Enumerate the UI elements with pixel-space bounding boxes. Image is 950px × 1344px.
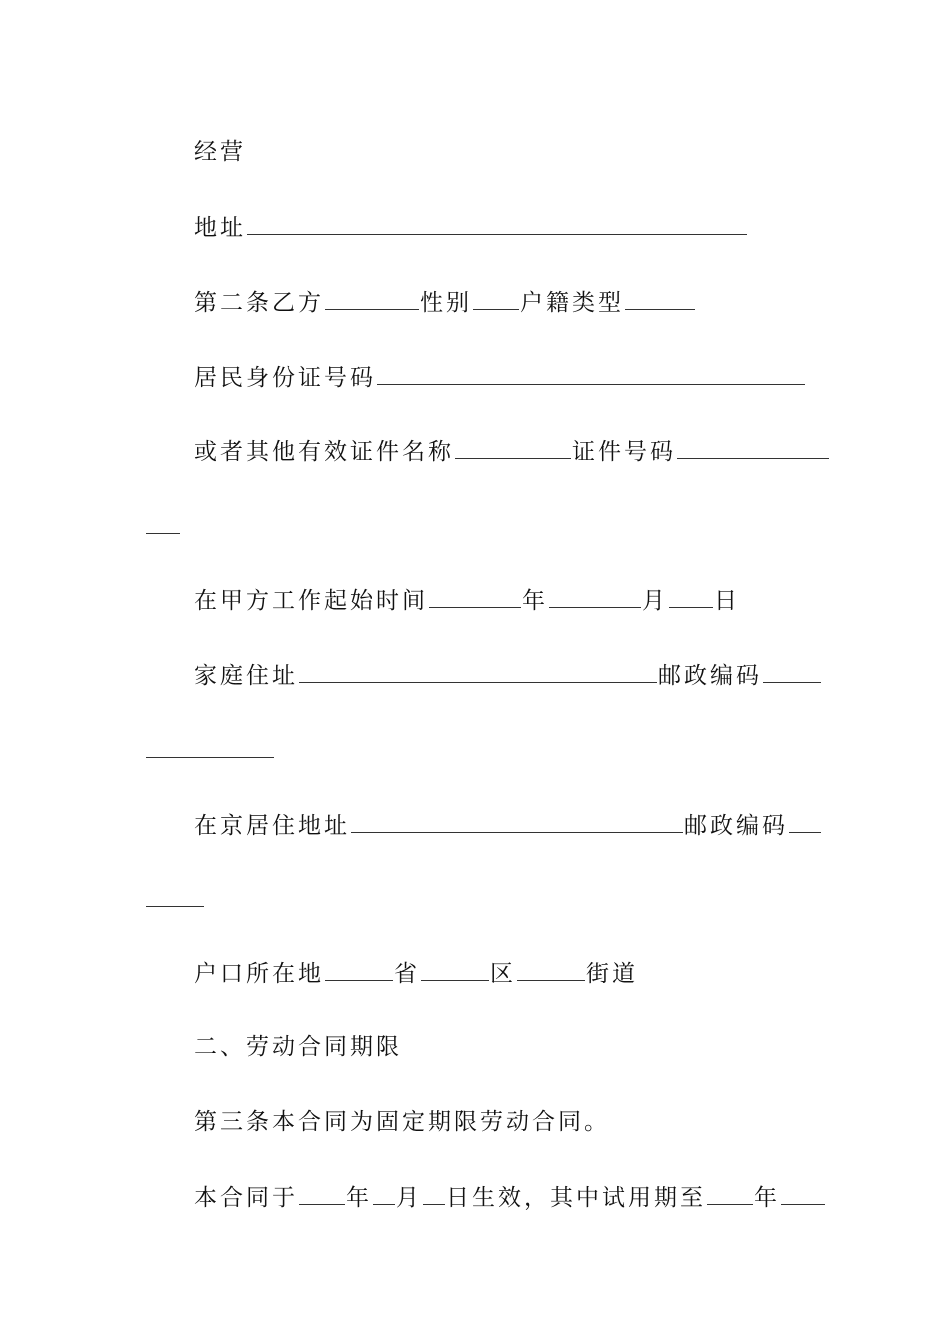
article-3-text: 第三条本合同为固定期限劳动合同。 (194, 1109, 610, 1135)
label-street: 街道 (586, 961, 638, 987)
line-beijing-address (194, 808, 822, 840)
line-other-id-cont (145, 509, 181, 541)
label-district: 区 (490, 961, 516, 987)
label-id-no: 证件号码 (572, 439, 676, 465)
section-heading: 二、劳动合同期限 (194, 1034, 402, 1060)
beijing-postcode-blank[interactable] (789, 808, 821, 833)
beijing-address-blank[interactable] (351, 808, 683, 833)
home-address-blank[interactable] (299, 658, 657, 683)
beijing-postcode-blank-cont[interactable] (146, 882, 204, 907)
label-eff-year: 年 (346, 1185, 372, 1211)
district-blank[interactable] (421, 956, 489, 981)
line-party-b (194, 285, 696, 317)
line-home-postcode-cont (145, 733, 275, 765)
line-operation (194, 136, 246, 168)
label-eff-month: 月 (396, 1185, 422, 1211)
home-postcode-blank[interactable] (763, 658, 821, 683)
probation-month-blank[interactable] (781, 1180, 825, 1205)
label-address: 地址 (194, 215, 246, 241)
start-year-blank[interactable] (429, 583, 521, 608)
label-eff-day-probation: 日生效，其中试用期至 (446, 1185, 706, 1211)
line-hukou (194, 956, 638, 988)
label-day: 日 (714, 588, 740, 614)
label-other-id: 或者其他有效证件名称 (194, 439, 454, 465)
id-number-blank[interactable] (377, 360, 805, 385)
label-beijing-address: 在京居住地址 (194, 813, 350, 839)
label-start-date: 在甲方工作起始时间 (194, 588, 428, 614)
label-party-b: 第二条乙方 (194, 290, 324, 316)
line-id-number (194, 360, 806, 392)
line-address (194, 210, 748, 242)
label-household-type: 户籍类型 (520, 290, 624, 316)
label-postcode-2: 邮政编码 (684, 813, 788, 839)
province-blank[interactable] (325, 956, 393, 981)
label-id-number: 居民身份证号码 (194, 365, 376, 391)
label-month: 月 (642, 588, 668, 614)
effective-month-blank[interactable] (373, 1180, 395, 1205)
gender-blank[interactable] (473, 285, 519, 310)
line-beijing-postcode-cont (145, 882, 205, 914)
line-other-id (194, 434, 830, 466)
label-gender: 性别 (420, 290, 472, 316)
label-home-address: 家庭住址 (194, 663, 298, 689)
line-start-date (194, 583, 740, 615)
address-blank[interactable] (247, 210, 747, 235)
start-day-blank[interactable] (669, 583, 713, 608)
party-b-name-blank[interactable] (325, 285, 419, 310)
label-operation: 经营 (194, 139, 246, 165)
start-month-blank[interactable] (549, 583, 641, 608)
label-postcode-1: 邮政编码 (658, 663, 762, 689)
label-probation-year: 年 (754, 1185, 780, 1211)
label-province: 省 (394, 961, 420, 987)
other-id-number-blank-cont[interactable] (146, 509, 180, 534)
line-effective-date (194, 1180, 826, 1212)
other-id-number-blank[interactable] (677, 434, 829, 459)
label-year: 年 (522, 588, 548, 614)
probation-year-blank[interactable] (707, 1180, 753, 1205)
effective-day-blank[interactable] (423, 1180, 445, 1205)
street-blank[interactable] (517, 956, 585, 981)
label-effective: 本合同于 (194, 1185, 298, 1211)
home-postcode-blank-cont[interactable] (146, 733, 274, 758)
line-section-term (194, 1031, 402, 1063)
label-hukou: 户口所在地 (194, 961, 324, 987)
household-type-blank[interactable] (625, 285, 695, 310)
line-article-3 (194, 1106, 610, 1138)
line-home-address (194, 658, 822, 690)
effective-year-blank[interactable] (299, 1180, 345, 1205)
other-id-name-blank[interactable] (455, 434, 571, 459)
